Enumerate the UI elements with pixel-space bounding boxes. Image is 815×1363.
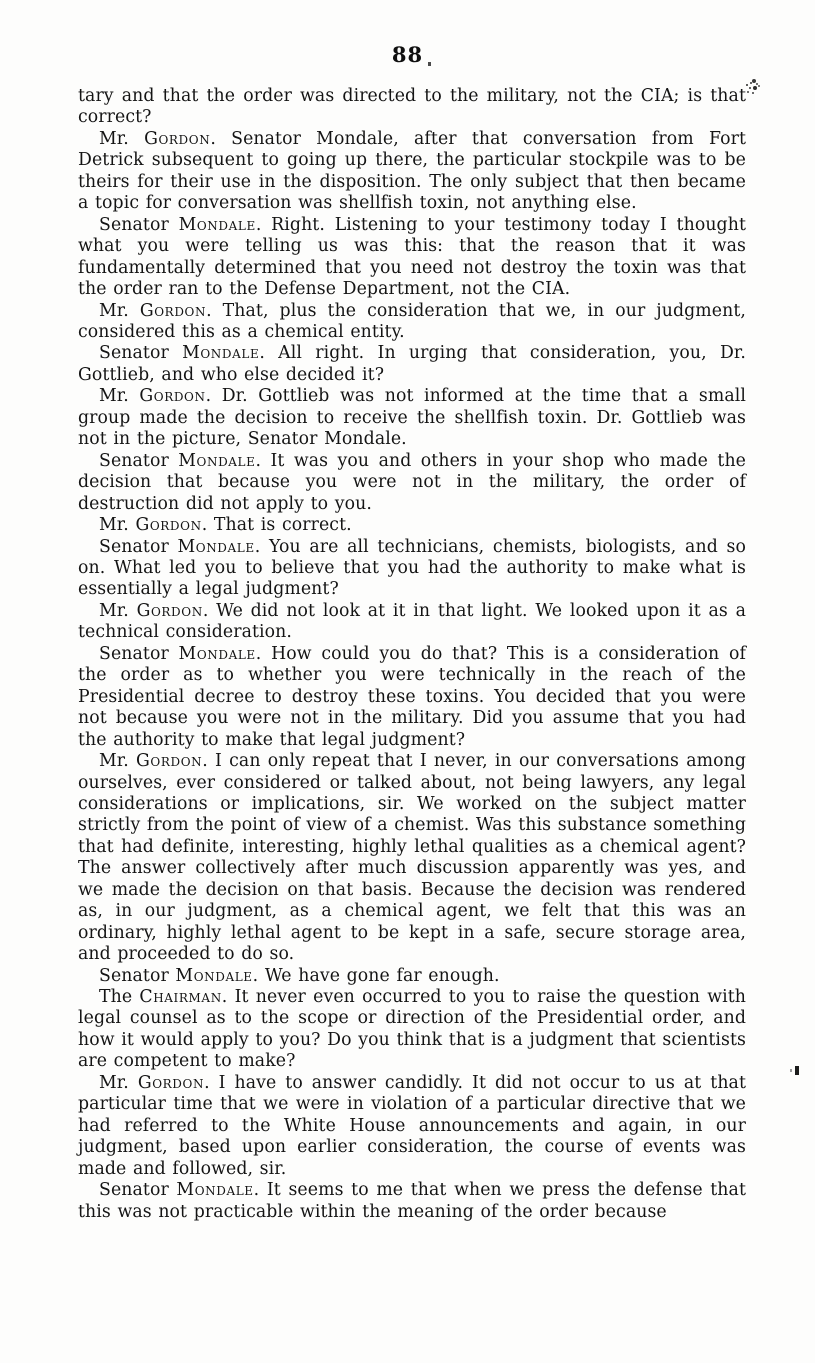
speaker-name: Mondale xyxy=(177,536,255,557)
speaker-name: Gordon xyxy=(139,300,207,321)
transcript-paragraph: tary and that the order was directed to the military, not the CIA; is that correct? xyxy=(78,86,746,128)
transcript-paragraph: Senator Mondale. It seems to me that when we press the defense that this was not practicable within the meaning of the order because xyxy=(78,1180,746,1222)
transcript-paragraph: Mr. Gordon. That is correct. xyxy=(99,515,352,536)
speaker-name: Gordon xyxy=(136,751,203,772)
transcript-paragraph: Senator Mondale. How could you do that? This is a consideration of the order as to whether you were technically in the reach of the Presidential decree to destroy these toxins. You decided that you were not because you were not in the military. Did you assume that you had the authority to make that legal judgment? xyxy=(78,643,746,750)
transcript-paragraph: The Chairman. It never even occurred to you to raise the question with legal counsel as to the scope or direction of the Presidential order, and how it would apply to you? Do you think that is a judgment that scientists are competent to make? xyxy=(78,987,746,1072)
speaker-name: Mondale xyxy=(178,214,256,235)
speaker-name: Mondale xyxy=(176,1180,254,1201)
speaker-name: Gordon xyxy=(144,128,211,149)
transcript-paragraph: Senator Mondale. All right. In urging that consideration, you, Dr. Gottlieb, and who else decided it? xyxy=(78,343,746,385)
transcript-paragraph: Mr. Gordon. I can only repeat that I never, in our conversations among ourselves, ever considered or talked about, not being lawyers, any legal considerations or implications, sir. We worked on the subject matter strictly from the point of view of a chemist. Was this substance something that had definite, interesting, highly lethal qualities as a chemical agent? The answer collectively after much discussion apparently was yes, and we made the decision on that basis. Because the decision was rendered as, in our judgment, as a chemical agent, we felt that this was an ordinary, highly lethal agent to be kept in a safe, secure storage area, and proceeded to do so. xyxy=(78,751,746,965)
transcript-paragraph: Senator Mondale. You are all technicians, chemists, biologists, and so on. What led you to believe that you had the authority to make what is essentially a legal judgment? xyxy=(78,536,746,600)
transcript-paragraph: Mr. Gordon. I have to answer candidly. It did not occur to us at that particular time that we were in violation of a particular directive that we had referred to the White House announcements and again, in our judgment, based upon earlier consideration, the course of events was made and followed, sir. xyxy=(78,1072,746,1179)
scan-artifact-smudge xyxy=(746,84,748,86)
transcript-paragraph: Senator Mondale. We have gone far enough. xyxy=(99,965,500,986)
speaker-name: Mondale xyxy=(175,965,253,986)
speaker-name: Mondale xyxy=(182,343,260,364)
transcript-paragraph: Mr. Gordon. Senator Mondale, after that conversation from Fort Detrick subsequent to going up there, the particular stockpile was to be theirs for their use in the disposition. The only subject that then became a topic for conversation was shellfish toxin, not anything else. xyxy=(78,128,746,214)
transcript-paragraph: Senator Mondale. It was you and others in your shop who made the decision that because you were not in the military, the order of destruction did not apply to you. xyxy=(78,450,747,514)
transcript-paragraph: Mr. Gordon. That, plus the consideration that we, in our judgment, considered this as a chemical entity. xyxy=(78,300,746,342)
transcript-paragraph: Mr. Gordon. We did not look at it in that light. We looked upon it as a technical consideration. xyxy=(78,600,746,643)
speaker-name: Chairman xyxy=(139,987,222,1008)
speaker-name: Gordon xyxy=(135,515,202,536)
speaker-name: Mondale xyxy=(178,450,256,471)
speaker-name: Gordon xyxy=(136,600,203,621)
transcript-paragraph: Mr. Gordon. Dr. Gottlieb was not informed at the time that a small group made the decision to receive the shellfish toxin. Dr. Gottlieb was not in the picture, Senator Mondale. xyxy=(78,386,746,450)
transcript xyxy=(78,86,746,1223)
page-number: 88 xyxy=(391,42,424,67)
transcript-paragraph: Senator Mondale. Right. Listening to your testimony today I thought what you were telling us was this: that the reason that it was fundamentally determined that you need not destroy the toxin was that the order ran to the Defense Department, not the CIA. xyxy=(78,214,746,300)
speaker-name: Gordon xyxy=(139,386,206,407)
scan-artifact-edge-mark xyxy=(795,1066,799,1075)
speaker-name: Mondale xyxy=(178,643,256,664)
scan-artifact-dot xyxy=(428,62,431,66)
speaker-name: Gordon xyxy=(137,1072,205,1093)
